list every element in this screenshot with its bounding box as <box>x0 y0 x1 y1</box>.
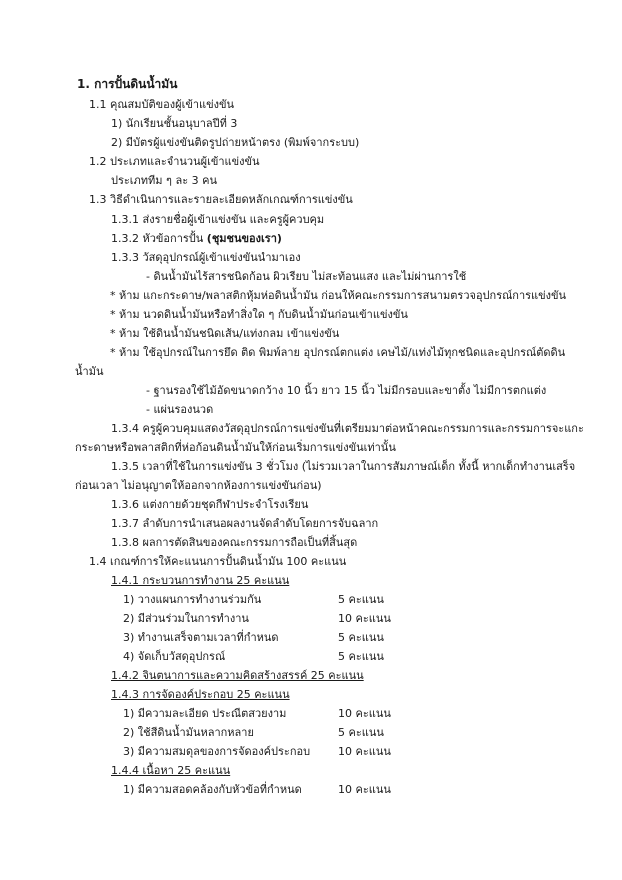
ban-item: * ห้าม ใช้อุปกรณ์ในการยึด ติด พิมพ์ลาย อุปกรณ์ตกแต่ง เคษไม้/แท่งไม้ทุกชนิดและอุปกรณ์ตัดดิน <box>110 346 566 359</box>
rule-1-3-3: 1.3.3 วัสดุอุปกรณ์ผู้เข้าแข่งขันนำมาเอง <box>111 251 301 264</box>
criteria-1-4-2-title: 1.4.2 จินตนาการและความคิดสร้างสรรค์ 25 คะแนน <box>111 669 364 682</box>
rule-1-3-1: 1.3.1 ส่งรายชื่อผู้เข้าแข่งขัน และครูผู้ควบคุม <box>111 213 325 226</box>
rule-1-3-7: 1.3.7 ลำดับการนำเสนอผลงานจัดลำดับโดยการจับฉลาก <box>111 517 379 530</box>
criteria-row-label: 4) จัดเก็บวัสดุอุปกรณ์ <box>123 650 226 663</box>
criteria-row-score: 5 คะแนน <box>338 726 384 739</box>
rule-1-3-5-continued: ก่อนเวลา ไม่อนุญาตให้ออกจากห้องการแข่งขันก่อน) <box>75 479 322 492</box>
rule-1-3-2-text: 1.3.2 หัวข้อการปั้น <box>111 232 207 245</box>
criteria-row-label: 3) ทำงานเสร็จตามเวลาที่กำหนด <box>123 631 279 644</box>
rule-1-3-6: 1.3.6 แต่งกายด้วยชุดกีฬาประจำโรงเรียน <box>111 498 309 511</box>
rule-1-3-2-topic: (ชุมชนของเรา) <box>206 232 282 245</box>
rule-1-3-4-continued: กระดาษหรือพลาสติกที่ห่อก้อนดินน้ำมันให้ก่อนเริ่มการแข่งขันเท่านั้น <box>75 441 396 454</box>
rule-1-3-8: 1.3.8 ผลการตัดสินของคณะกรรมการถือเป็นที่สิ้นสุด <box>111 536 358 549</box>
ban-item: * ห้าม ใช้ดินน้ำมันชนิดเส้น/แท่งกลม เข้าแข่งขัน <box>110 327 340 340</box>
ban-item: * ห้าม นวดดินน้ำมันหรือทำสิ่งใด ๆ กับดินน้ำมันก่อนเข้าแข่งขัน <box>110 308 408 321</box>
ban-item: * ห้าม แกะกระดาษ/พลาสติกหุ้มห่อดินน้ำมัน ก่อนให้คณะกรรมการสนามตรวจอุปกรณ์การแข่งขัน <box>110 289 567 302</box>
rule-1-3-5: 1.3.5 เวลาที่ใช้ในการแข่งขัน 3 ชั่วโมง (ไม่รวมเวลาในการสัมภาษณ์เด็ก ทั้งนี้ หากเด็กทำงานเสร็จ <box>111 460 576 473</box>
heading-1-4: 1.4 เกณฑ์การให้คะแนนการปั้นดินน้ำมัน 100 คะแนน <box>89 555 347 568</box>
criteria-1-4-4-title: 1.4.4 เนื้อหา 25 คะแนน <box>111 764 231 777</box>
heading-1-3: 1.3 วิธีดำเนินการและรายละเอียดหลักเกณฑ์การแข่งขัน <box>89 193 353 206</box>
criteria-row-score: 5 คะแนน <box>338 631 384 644</box>
criteria-row-label: 1) มีความสอดคล้องกับหัวข้อที่กำหนด <box>123 783 302 796</box>
material-item: - ฐานรองใช้ไม้อัดขนาดกว้าง 10 นิ้ว ยาว 15 นิ้ว ไม่มีกรอบและขาตั้ง ไม่มีการตกแต่ง <box>146 384 547 397</box>
team-size-text: ประเภททีม ๆ ละ 3 คน <box>111 174 217 187</box>
criteria-row-score: 5 คะแนน <box>338 593 384 606</box>
material-item: - แผ่นรองนวด <box>146 403 214 416</box>
criteria-row-label: 2) มีส่วนร่วมในการทำงาน <box>123 612 249 625</box>
ban-item-continued: น้ำมัน <box>75 365 104 378</box>
criteria-row-score: 10 คะแนน <box>338 745 391 758</box>
list-item: 2) มีบัตรผู้แข่งขันติดรูปถ่ายหน้าตรง (พิมพ์จากระบบ) <box>111 136 360 149</box>
criteria-1-4-3-title: 1.4.3 การจัดองค์ประกอบ 25 คะแนน <box>111 688 290 701</box>
list-item: 1) นักเรียนชั้นอนุบาลปีที่ 3 <box>111 117 238 130</box>
criteria-1-4-1-title: 1.4.1 กระบวนการทำงาน 25 คะแนน <box>111 574 290 587</box>
material-item: - ดินน้ำมันไร้สารชนิดก้อน ผิวเรียบ ไม่สะท้อนแสง และไม่ผ่านการใช้ <box>146 270 467 283</box>
criteria-row-label: 3) มีความสมดุลของการจัดองค์ประกอบ <box>123 745 311 758</box>
criteria-row-score: 5 คะแนน <box>338 650 384 663</box>
criteria-row-score: 10 คะแนน <box>338 612 391 625</box>
criteria-row-label: 1) มีความละเอียด ประณีตสวยงาม <box>123 707 287 720</box>
criteria-row-label: 1) วางแผนการทำงานร่วมกัน <box>123 593 262 606</box>
heading-1-1: 1.1 คุณสมบัติของผู้เข้าแข่งขัน <box>89 98 235 111</box>
criteria-row-score: 10 คะแนน <box>338 707 391 720</box>
rule-1-3-4: 1.3.4 ครูผู้ควบคุมแสดงวัสดุอุปกรณ์การแข่งขันที่เตรียมมาต่อหน้าคณะกรรมการและกรรมการจะแกะ <box>111 422 584 435</box>
heading-1-2: 1.2 ประเภทและจำนวนผู้เข้าแข่งขัน <box>89 155 260 168</box>
criteria-row-label: 2) ใช้สีดินน้ำมันหลากหลาย <box>123 726 254 739</box>
section-title: 1. การปั้นดินน้ำมัน <box>77 77 178 91</box>
rule-1-3-2 <box>111 230 282 248</box>
criteria-row-score: 10 คะแนน <box>338 783 391 796</box>
